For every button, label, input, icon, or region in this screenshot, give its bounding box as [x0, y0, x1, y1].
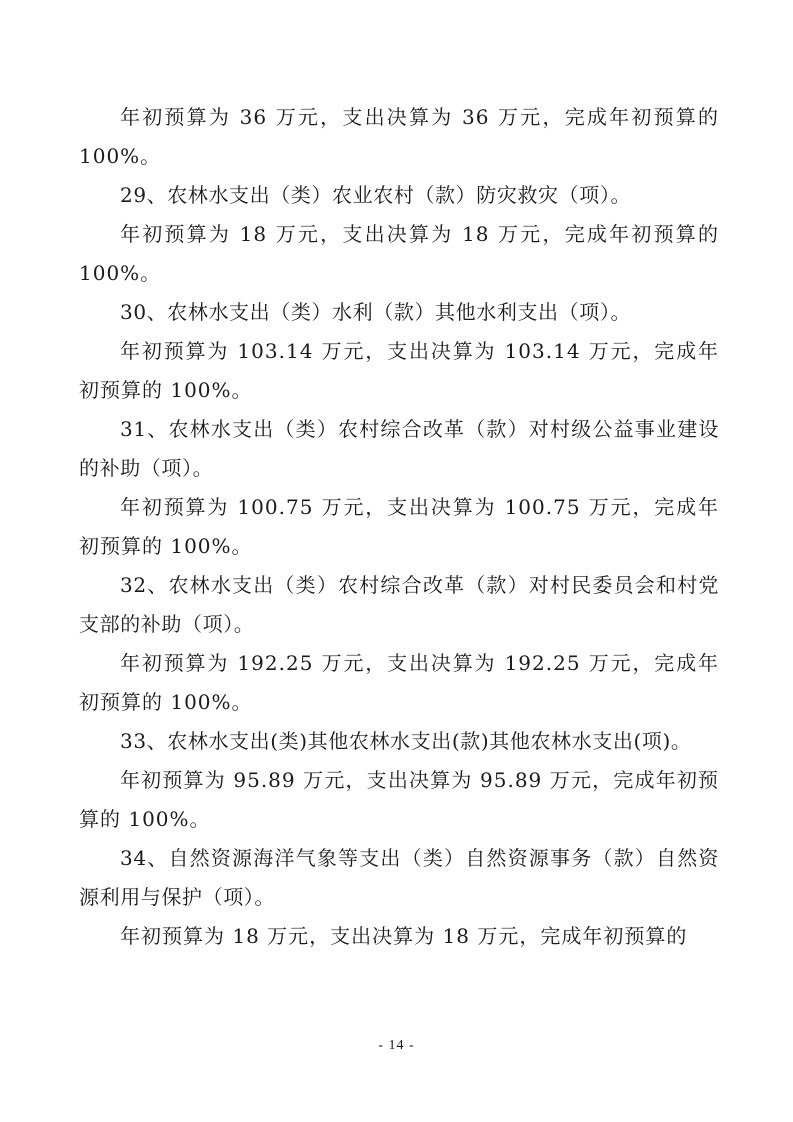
paragraph-item-32-heading: 32、农林水支出（类）农村综合改革（款）对村民委员会和村党支部的补助（项）。 — [79, 573, 719, 636]
paragraph-item-33-heading: 33、农林水支出(类)其他农林水支出(款)其他农林水支出(项)。 — [120, 729, 692, 753]
paragraph-budget-item-28: 年初预算为 36 万元，支出决算为 36 万元，完成年初预算的 100%。 — [79, 105, 719, 168]
document-body — [79, 98, 719, 956]
paragraph-budget-item-31: 年初预算为 100.75 万元，支出决算为 100.75 万元，完成年初预算的 100%。 — [79, 495, 719, 558]
paragraph-item-30-heading: 30、农林水支出（类）水利（款）其他水利支出（项）。 — [120, 300, 632, 324]
paragraph-budget-item-30: 年初预算为 103.14 万元，支出决算为 103.14 万元，完成年初预算的 100%。 — [79, 339, 719, 402]
paragraph-budget-item-29: 年初预算为 18 万元，支出决算为 18 万元，完成年初预算的 100%。 — [79, 222, 719, 285]
paragraph-budget-item-33: 年初预算为 95.89 万元，支出决算为 95.89 万元，完成年初预算的 100%。 — [79, 768, 719, 831]
paragraph-budget-item-34: 年初预算为 18 万元，支出决算为 18 万元，完成年初预算的 — [120, 924, 688, 948]
paragraph-item-31-heading: 31、农林水支出（类）农村综合改革（款）对村级公益事业建设的补助（项）。 — [79, 417, 719, 480]
paragraph-item-34-heading: 34、自然资源海洋气象等支出（类）自然资源事务（款）自然资源利用与保护（项）。 — [79, 846, 719, 909]
paragraph-budget-item-32: 年初预算为 192.25 万元，支出决算为 192.25 万元，完成年初预算的 100%。 — [79, 651, 719, 714]
page-number: - 14 - — [378, 1038, 415, 1053]
paragraph-item-29-heading: 29、农林水支出（类）农业农村（款）防灾救灾（项）。 — [120, 183, 632, 207]
